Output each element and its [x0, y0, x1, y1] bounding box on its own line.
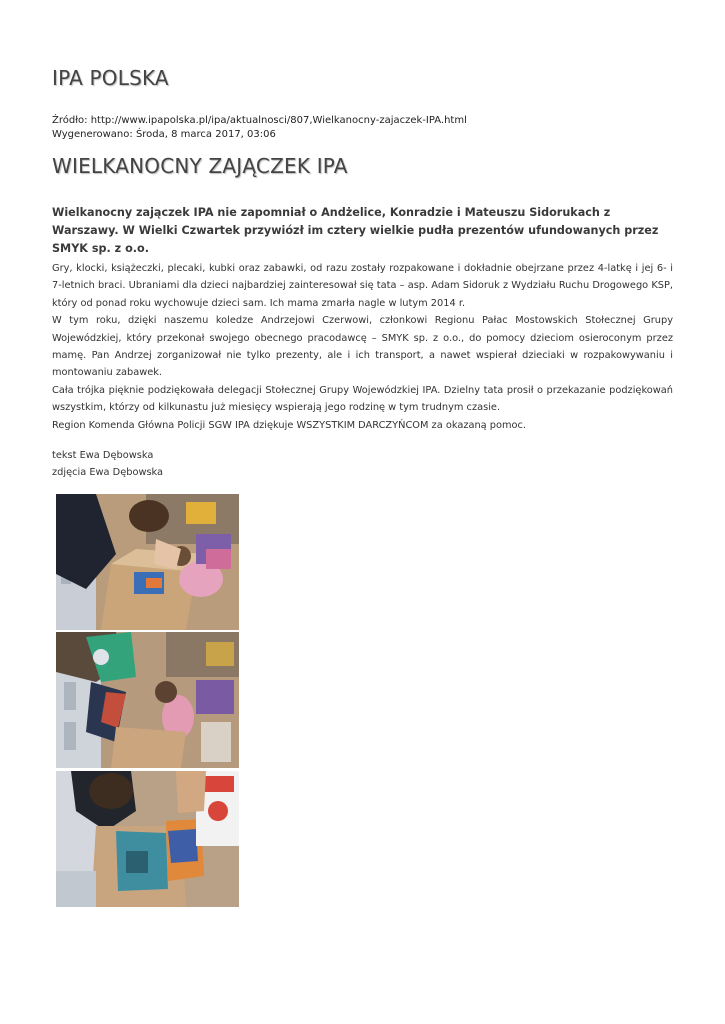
article-lead: Wielkanocny zajączek IPA nie zapomniał o Andżelice, Konradzie i Mateuszu Sidorukach z Warszawy. W Wielki Czwartek przywiózł im cztery wielkie pudła prezentów ufundowanych przez SMYK sp. z o.o. — [52, 206, 659, 255]
generated-line: Wygenerowano: Środa, 8 marca 2017, 03:06 — [52, 129, 276, 140]
body-paragraph: Cała trójka pięknie podziękowała delegacji Stołecznej Grupy Wojewódzkiej IPA. Dzielny tata prosił o przekazanie podziękowań wszystkim, którzy od kilkunastu już miesięcy wspierają jego rodzinę w tym trudnym czasie. — [52, 384, 673, 414]
document-meta — [52, 114, 467, 142]
text-credit: tekst Ewa Dębowska — [52, 450, 154, 461]
photo-credit: zdjęcia Ewa Dębowska — [52, 467, 164, 478]
credits — [52, 447, 163, 481]
body-paragraph: Gry, klocki, książeczki, plecaki, kubki oraz zabawki, od razu zostały rozpakowane i dokładnie obejrzane przez 4-latkę i jej 6- i 7-letnich braci. Ubraniami dla dzieci najbardziej zainteresował się tata – asp. Adam Sidoruk z Wydziału Ruchu Drogowego KSP, który od ponad roku wychowuje dzieci sam. Ich mama zmarła nagle w lutym 2014 r. — [52, 263, 673, 309]
article-title: WIELKANOCNY ZAJĄCZEK IPA — [52, 154, 348, 178]
site-title: IPA POLSKA — [52, 66, 169, 90]
source-line: Źródło: http://www.ipapolska.pl/ipa/aktualnosci/807,Wielkanocny-zajaczek-IPA.html — [52, 115, 467, 126]
body-paragraph: W tym roku, dzięki naszemu koledze Andrzejowi Czerwowi, członkowi Regionu Pałac Mostowskich Stołecznej Grupy Wojewódzkiej, który przekonał swojego obecnego pracodawcę – SMYK sp. z o.o., do pomocy dzieciom osieroconym przez mamę. Pan Andrzej zorganizował nie tylko prezenty, ale i ich transport, a nawet wspierał dzieciaki w rozpakowywaniu i montowaniu zabawek. — [52, 315, 673, 379]
article-body — [52, 260, 673, 434]
photo-children-unpacking-3 — [56, 771, 239, 907]
body-paragraph: Region Komenda Główna Policji SGW IPA dziękuje WSZYSTKIM DARCZYŃCOM za okazaną pomoc. — [52, 419, 527, 431]
photo-children-unpacking-1 — [56, 494, 239, 630]
photo-children-unpacking-2 — [56, 632, 239, 768]
